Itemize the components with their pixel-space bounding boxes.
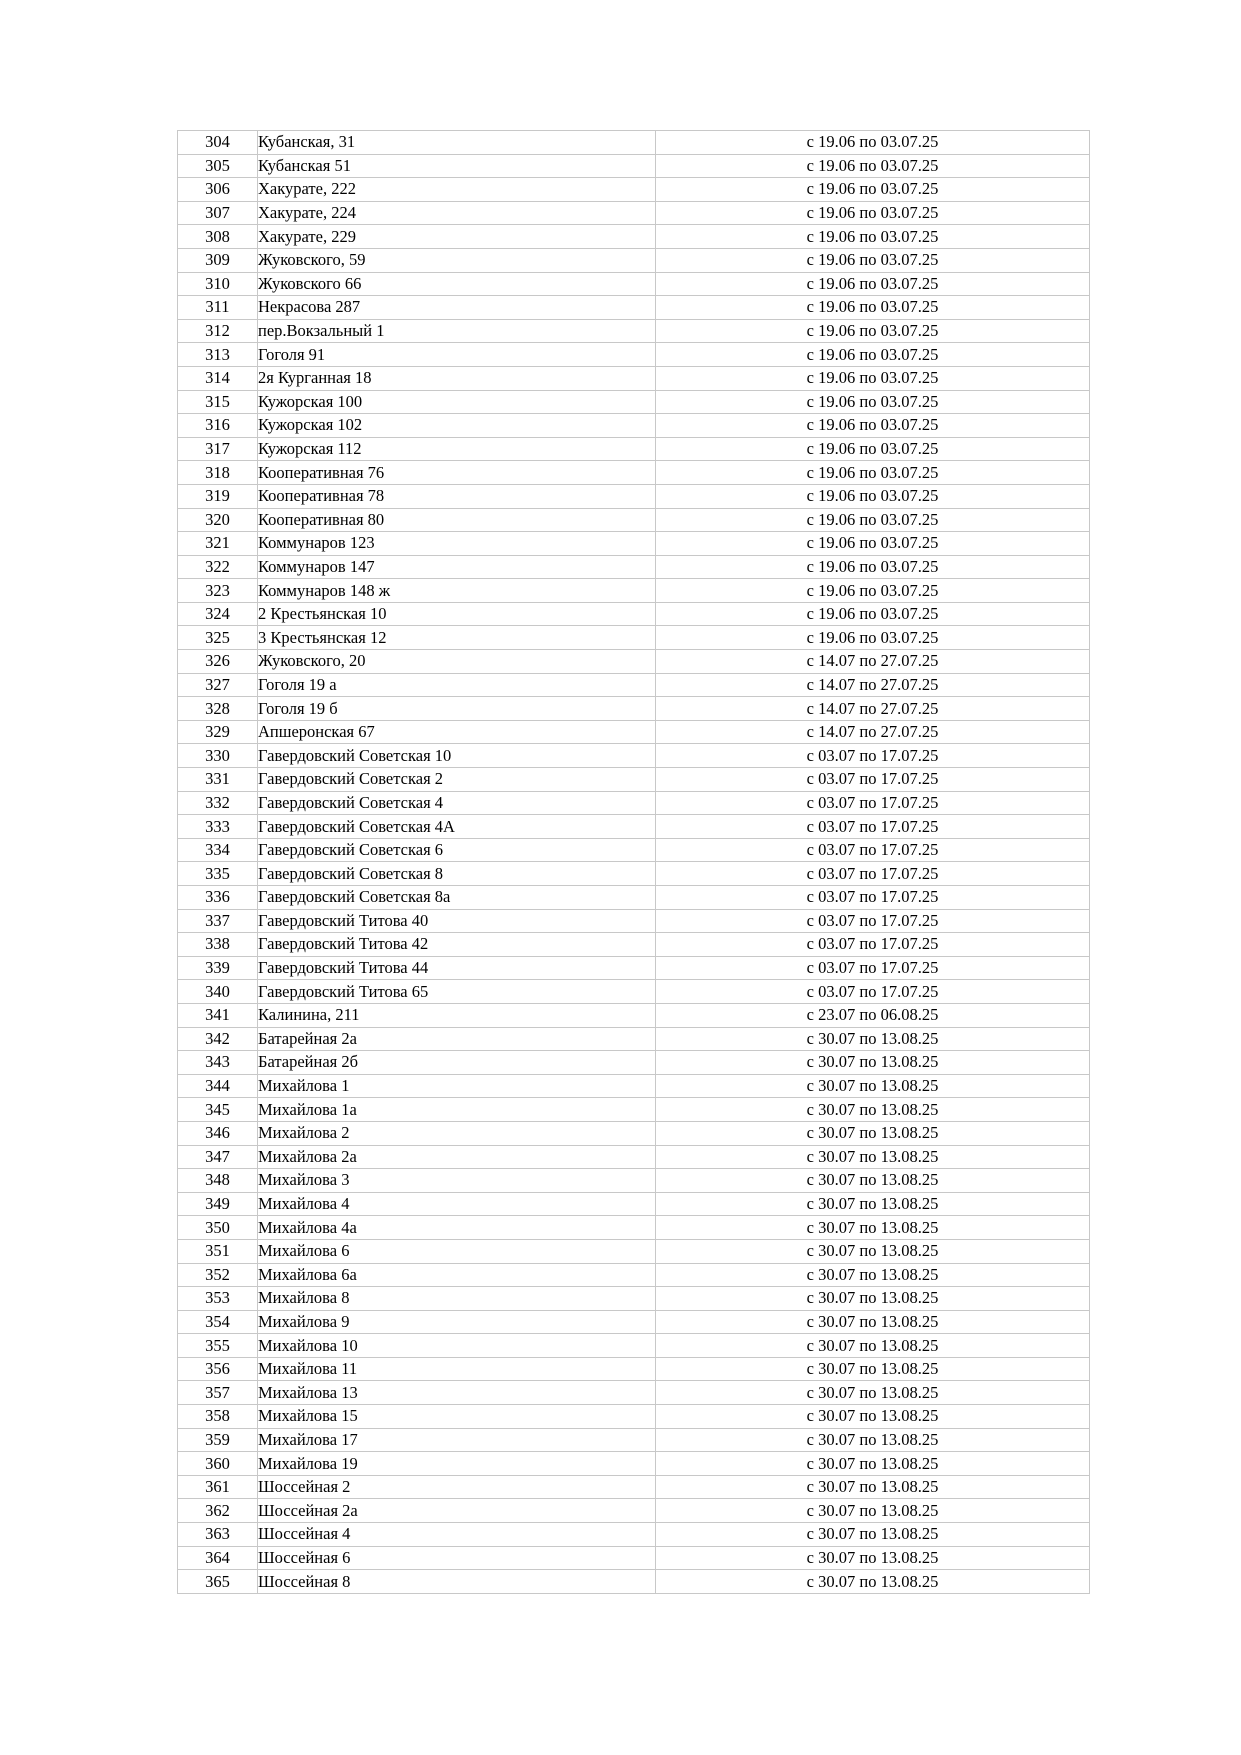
table-row [178, 1381, 1090, 1405]
table-row [178, 579, 1090, 603]
row-number-cell: 326 [178, 650, 258, 674]
address-cell: Михайлова 15 [258, 1405, 656, 1429]
period-cell: с 14.07 по 27.07.25 [656, 697, 1090, 721]
row-number-cell: 361 [178, 1475, 258, 1499]
period-cell: с 30.07 по 13.08.25 [656, 1121, 1090, 1145]
period-cell: с 30.07 по 13.08.25 [656, 1027, 1090, 1051]
table-row [178, 862, 1090, 886]
table-row [178, 1192, 1090, 1216]
period-cell: с 19.06 по 03.07.25 [656, 131, 1090, 155]
period-cell: с 19.06 по 03.07.25 [656, 319, 1090, 343]
row-number-cell: 335 [178, 862, 258, 886]
address-cell: Батарейная 2б [258, 1051, 656, 1075]
row-number-cell: 347 [178, 1145, 258, 1169]
row-number-cell: 308 [178, 225, 258, 249]
address-cell: Кооперативная 78 [258, 484, 656, 508]
period-cell: с 30.07 по 13.08.25 [656, 1334, 1090, 1358]
period-cell: с 03.07 по 17.07.25 [656, 838, 1090, 862]
row-number-cell: 305 [178, 154, 258, 178]
row-number-cell: 319 [178, 484, 258, 508]
address-cell: Жуковского, 20 [258, 650, 656, 674]
address-cell: Михайлова 13 [258, 1381, 656, 1405]
row-number-cell: 331 [178, 768, 258, 792]
row-number-cell: 355 [178, 1334, 258, 1358]
address-cell: 3 Крестьянская 12 [258, 626, 656, 650]
row-number-cell: 321 [178, 532, 258, 556]
table-row [178, 1287, 1090, 1311]
table-row [178, 886, 1090, 910]
period-cell: с 19.06 по 03.07.25 [656, 602, 1090, 626]
address-cell: Михайлова 9 [258, 1310, 656, 1334]
period-cell: с 03.07 по 17.07.25 [656, 744, 1090, 768]
row-number-cell: 325 [178, 626, 258, 650]
period-cell: с 03.07 по 17.07.25 [656, 886, 1090, 910]
address-cell: Батарейная 2а [258, 1027, 656, 1051]
period-cell: с 14.07 по 27.07.25 [656, 720, 1090, 744]
row-number-cell: 349 [178, 1192, 258, 1216]
row-number-cell: 352 [178, 1263, 258, 1287]
table-row [178, 1310, 1090, 1334]
table-row [178, 1074, 1090, 1098]
period-cell: с 30.07 по 13.08.25 [656, 1169, 1090, 1193]
row-number-cell: 309 [178, 248, 258, 272]
period-cell: с 19.06 по 03.07.25 [656, 532, 1090, 556]
row-number-cell: 323 [178, 579, 258, 603]
period-cell: с 19.06 по 03.07.25 [656, 178, 1090, 202]
table-row [178, 319, 1090, 343]
period-cell: с 19.06 по 03.07.25 [656, 366, 1090, 390]
address-cell: Хакурате, 224 [258, 201, 656, 225]
period-cell: с 19.06 по 03.07.25 [656, 390, 1090, 414]
table-row [178, 720, 1090, 744]
address-cell: Михайлова 19 [258, 1452, 656, 1476]
address-cell: Шоссейная 2 [258, 1475, 656, 1499]
row-number-cell: 337 [178, 909, 258, 933]
table-row [178, 1570, 1090, 1594]
address-cell: Кужорская 102 [258, 414, 656, 438]
table-row [178, 956, 1090, 980]
table-row [178, 980, 1090, 1004]
table-row [178, 366, 1090, 390]
table-row [178, 484, 1090, 508]
row-number-cell: 354 [178, 1310, 258, 1334]
address-cell: Гавердовский Титова 44 [258, 956, 656, 980]
address-cell: Михайлова 1 [258, 1074, 656, 1098]
table-row [178, 673, 1090, 697]
address-cell: Михайлова 6 [258, 1239, 656, 1263]
period-cell: с 30.07 по 13.08.25 [656, 1499, 1090, 1523]
row-number-cell: 334 [178, 838, 258, 862]
table-row [178, 768, 1090, 792]
table-row [178, 131, 1090, 155]
period-cell: с 19.06 по 03.07.25 [656, 484, 1090, 508]
row-number-cell: 353 [178, 1287, 258, 1311]
row-number-cell: 341 [178, 1003, 258, 1027]
table-row [178, 697, 1090, 721]
address-cell: пер.Вокзальный 1 [258, 319, 656, 343]
table-row [178, 1121, 1090, 1145]
address-cell: Михайлова 6а [258, 1263, 656, 1287]
table-row [178, 1216, 1090, 1240]
address-cell: Михайлова 2 [258, 1121, 656, 1145]
row-number-cell: 314 [178, 366, 258, 390]
address-cell: Хакурате, 229 [258, 225, 656, 249]
address-cell: Шоссейная 8 [258, 1570, 656, 1594]
period-cell: с 30.07 по 13.08.25 [656, 1357, 1090, 1381]
table-row [178, 815, 1090, 839]
period-cell: с 19.06 по 03.07.25 [656, 248, 1090, 272]
table-row [178, 1239, 1090, 1263]
address-cell: Михайлова 1а [258, 1098, 656, 1122]
period-cell: с 19.06 по 03.07.25 [656, 272, 1090, 296]
address-cell: Калинина, 211 [258, 1003, 656, 1027]
period-cell: с 03.07 по 17.07.25 [656, 980, 1090, 1004]
period-cell: с 30.07 по 13.08.25 [656, 1051, 1090, 1075]
address-cell: Михайлова 4 [258, 1192, 656, 1216]
period-cell: с 19.06 по 03.07.25 [656, 579, 1090, 603]
table-row [178, 626, 1090, 650]
row-number-cell: 338 [178, 933, 258, 957]
period-cell: с 19.06 по 03.07.25 [656, 508, 1090, 532]
address-cell: Хакурате, 222 [258, 178, 656, 202]
row-number-cell: 345 [178, 1098, 258, 1122]
period-cell: с 19.06 по 03.07.25 [656, 626, 1090, 650]
period-cell: с 30.07 по 13.08.25 [656, 1405, 1090, 1429]
table-row [178, 791, 1090, 815]
row-number-cell: 318 [178, 461, 258, 485]
period-cell: с 19.06 по 03.07.25 [656, 343, 1090, 367]
row-number-cell: 357 [178, 1381, 258, 1405]
period-cell: с 23.07 по 06.08.25 [656, 1003, 1090, 1027]
row-number-cell: 364 [178, 1546, 258, 1570]
address-cell: Михайлова 8 [258, 1287, 656, 1311]
period-cell: с 19.06 по 03.07.25 [656, 414, 1090, 438]
address-cell: Гавердовский Советская 4А [258, 815, 656, 839]
table-row [178, 248, 1090, 272]
table-row [178, 1098, 1090, 1122]
table-row [178, 909, 1090, 933]
table-row [178, 1546, 1090, 1570]
row-number-cell: 339 [178, 956, 258, 980]
row-number-cell: 329 [178, 720, 258, 744]
period-cell: с 03.07 по 17.07.25 [656, 956, 1090, 980]
row-number-cell: 320 [178, 508, 258, 532]
table-row [178, 1263, 1090, 1287]
address-cell: Гавердовский Советская 4 [258, 791, 656, 815]
row-number-cell: 312 [178, 319, 258, 343]
period-cell: с 19.06 по 03.07.25 [656, 555, 1090, 579]
row-number-cell: 336 [178, 886, 258, 910]
schedule-table-body [178, 131, 1090, 1594]
period-cell: с 03.07 по 17.07.25 [656, 909, 1090, 933]
period-cell: с 03.07 по 17.07.25 [656, 933, 1090, 957]
period-cell: с 30.07 по 13.08.25 [656, 1192, 1090, 1216]
period-cell: с 30.07 по 13.08.25 [656, 1216, 1090, 1240]
period-cell: с 30.07 по 13.08.25 [656, 1428, 1090, 1452]
row-number-cell: 360 [178, 1452, 258, 1476]
row-number-cell: 313 [178, 343, 258, 367]
period-cell: с 30.07 по 13.08.25 [656, 1074, 1090, 1098]
table-row [178, 838, 1090, 862]
table-row [178, 178, 1090, 202]
row-number-cell: 330 [178, 744, 258, 768]
table-row [178, 1357, 1090, 1381]
address-cell: Кубанская 51 [258, 154, 656, 178]
table-row [178, 225, 1090, 249]
table-row [178, 1428, 1090, 1452]
period-cell: с 30.07 по 13.08.25 [656, 1475, 1090, 1499]
address-cell: Михайлова 11 [258, 1357, 656, 1381]
table-row [178, 1334, 1090, 1358]
period-cell: с 30.07 по 13.08.25 [656, 1239, 1090, 1263]
row-number-cell: 348 [178, 1169, 258, 1193]
row-number-cell: 351 [178, 1239, 258, 1263]
address-cell: Кооперативная 76 [258, 461, 656, 485]
row-number-cell: 350 [178, 1216, 258, 1240]
address-cell: Гоголя 19 б [258, 697, 656, 721]
period-cell: с 03.07 по 17.07.25 [656, 791, 1090, 815]
period-cell: с 30.07 по 13.08.25 [656, 1310, 1090, 1334]
address-cell: Михайлова 17 [258, 1428, 656, 1452]
table-row [178, 343, 1090, 367]
row-number-cell: 311 [178, 296, 258, 320]
table-row [178, 1452, 1090, 1476]
row-number-cell: 365 [178, 1570, 258, 1594]
address-cell: Некрасова 287 [258, 296, 656, 320]
table-row [178, 744, 1090, 768]
address-cell: Коммунаров 147 [258, 555, 656, 579]
address-cell: Михайлова 3 [258, 1169, 656, 1193]
table-row [178, 1475, 1090, 1499]
row-number-cell: 333 [178, 815, 258, 839]
row-number-cell: 343 [178, 1051, 258, 1075]
address-cell: Коммунаров 148 ж [258, 579, 656, 603]
period-cell: с 30.07 по 13.08.25 [656, 1452, 1090, 1476]
table-row [178, 272, 1090, 296]
address-cell: Кооперативная 80 [258, 508, 656, 532]
table-row [178, 1169, 1090, 1193]
address-cell: Шоссейная 2а [258, 1499, 656, 1523]
address-cell: 2я Курганная 18 [258, 366, 656, 390]
period-cell: с 30.07 по 13.08.25 [656, 1263, 1090, 1287]
row-number-cell: 356 [178, 1357, 258, 1381]
period-cell: с 30.07 по 13.08.25 [656, 1098, 1090, 1122]
address-cell: Кубанская, 31 [258, 131, 656, 155]
period-cell: с 30.07 по 13.08.25 [656, 1546, 1090, 1570]
table-row [178, 1405, 1090, 1429]
address-cell: Михайлова 2а [258, 1145, 656, 1169]
period-cell: с 14.07 по 27.07.25 [656, 673, 1090, 697]
row-number-cell: 344 [178, 1074, 258, 1098]
address-cell: Коммунаров 123 [258, 532, 656, 556]
address-cell: Шоссейная 6 [258, 1546, 656, 1570]
row-number-cell: 358 [178, 1405, 258, 1429]
row-number-cell: 306 [178, 178, 258, 202]
row-number-cell: 316 [178, 414, 258, 438]
address-cell: Кужорская 112 [258, 437, 656, 461]
address-cell: Шоссейная 4 [258, 1523, 656, 1547]
period-cell: с 30.07 по 13.08.25 [656, 1523, 1090, 1547]
row-number-cell: 317 [178, 437, 258, 461]
period-cell: с 03.07 по 17.07.25 [656, 862, 1090, 886]
row-number-cell: 362 [178, 1499, 258, 1523]
table-row [178, 1145, 1090, 1169]
row-number-cell: 315 [178, 390, 258, 414]
period-cell: с 03.07 по 17.07.25 [656, 768, 1090, 792]
address-cell: Гавердовский Титова 42 [258, 933, 656, 957]
address-cell: Михайлова 4а [258, 1216, 656, 1240]
address-cell: Гоголя 91 [258, 343, 656, 367]
address-cell: Михайлова 10 [258, 1334, 656, 1358]
address-cell: Гавердовский Советская 8а [258, 886, 656, 910]
table-row [178, 296, 1090, 320]
table-row [178, 201, 1090, 225]
row-number-cell: 340 [178, 980, 258, 1004]
row-number-cell: 307 [178, 201, 258, 225]
address-cell: Гавердовский Советская 8 [258, 862, 656, 886]
address-cell: Гавердовский Титова 40 [258, 909, 656, 933]
period-cell: с 19.06 по 03.07.25 [656, 225, 1090, 249]
address-cell: Жуковского, 59 [258, 248, 656, 272]
table-row [178, 1523, 1090, 1547]
table-row [178, 437, 1090, 461]
address-cell: Апшеронская 67 [258, 720, 656, 744]
period-cell: с 30.07 по 13.08.25 [656, 1145, 1090, 1169]
address-cell: Кужорская 100 [258, 390, 656, 414]
row-number-cell: 324 [178, 602, 258, 626]
address-cell: Гавердовский Советская 10 [258, 744, 656, 768]
row-number-cell: 328 [178, 697, 258, 721]
table-row [178, 1027, 1090, 1051]
table-row [178, 1499, 1090, 1523]
table-row [178, 414, 1090, 438]
row-number-cell: 342 [178, 1027, 258, 1051]
row-number-cell: 363 [178, 1523, 258, 1547]
period-cell: с 19.06 по 03.07.25 [656, 201, 1090, 225]
period-cell: с 19.06 по 03.07.25 [656, 461, 1090, 485]
period-cell: с 14.07 по 27.07.25 [656, 650, 1090, 674]
row-number-cell: 304 [178, 131, 258, 155]
table-row [178, 933, 1090, 957]
period-cell: с 19.06 по 03.07.25 [656, 437, 1090, 461]
schedule-table [177, 130, 1090, 1594]
address-cell: Гавердовский Титова 65 [258, 980, 656, 1004]
table-row [178, 154, 1090, 178]
address-cell: Гавердовский Советская 2 [258, 768, 656, 792]
table-row [178, 390, 1090, 414]
table-row [178, 650, 1090, 674]
table-row [178, 1051, 1090, 1075]
period-cell: с 30.07 по 13.08.25 [656, 1570, 1090, 1594]
address-cell: Жуковского 66 [258, 272, 656, 296]
row-number-cell: 327 [178, 673, 258, 697]
period-cell: с 19.06 по 03.07.25 [656, 154, 1090, 178]
row-number-cell: 310 [178, 272, 258, 296]
row-number-cell: 322 [178, 555, 258, 579]
table-row [178, 508, 1090, 532]
table-row [178, 461, 1090, 485]
period-cell: с 19.06 по 03.07.25 [656, 296, 1090, 320]
table-row [178, 602, 1090, 626]
address-cell: 2 Крестьянская 10 [258, 602, 656, 626]
table-row [178, 1003, 1090, 1027]
address-cell: Гавердовский Советская 6 [258, 838, 656, 862]
period-cell: с 30.07 по 13.08.25 [656, 1287, 1090, 1311]
period-cell: с 03.07 по 17.07.25 [656, 815, 1090, 839]
period-cell: с 30.07 по 13.08.25 [656, 1381, 1090, 1405]
row-number-cell: 332 [178, 791, 258, 815]
row-number-cell: 359 [178, 1428, 258, 1452]
table-row [178, 555, 1090, 579]
row-number-cell: 346 [178, 1121, 258, 1145]
address-cell: Гоголя 19 а [258, 673, 656, 697]
table-row [178, 532, 1090, 556]
